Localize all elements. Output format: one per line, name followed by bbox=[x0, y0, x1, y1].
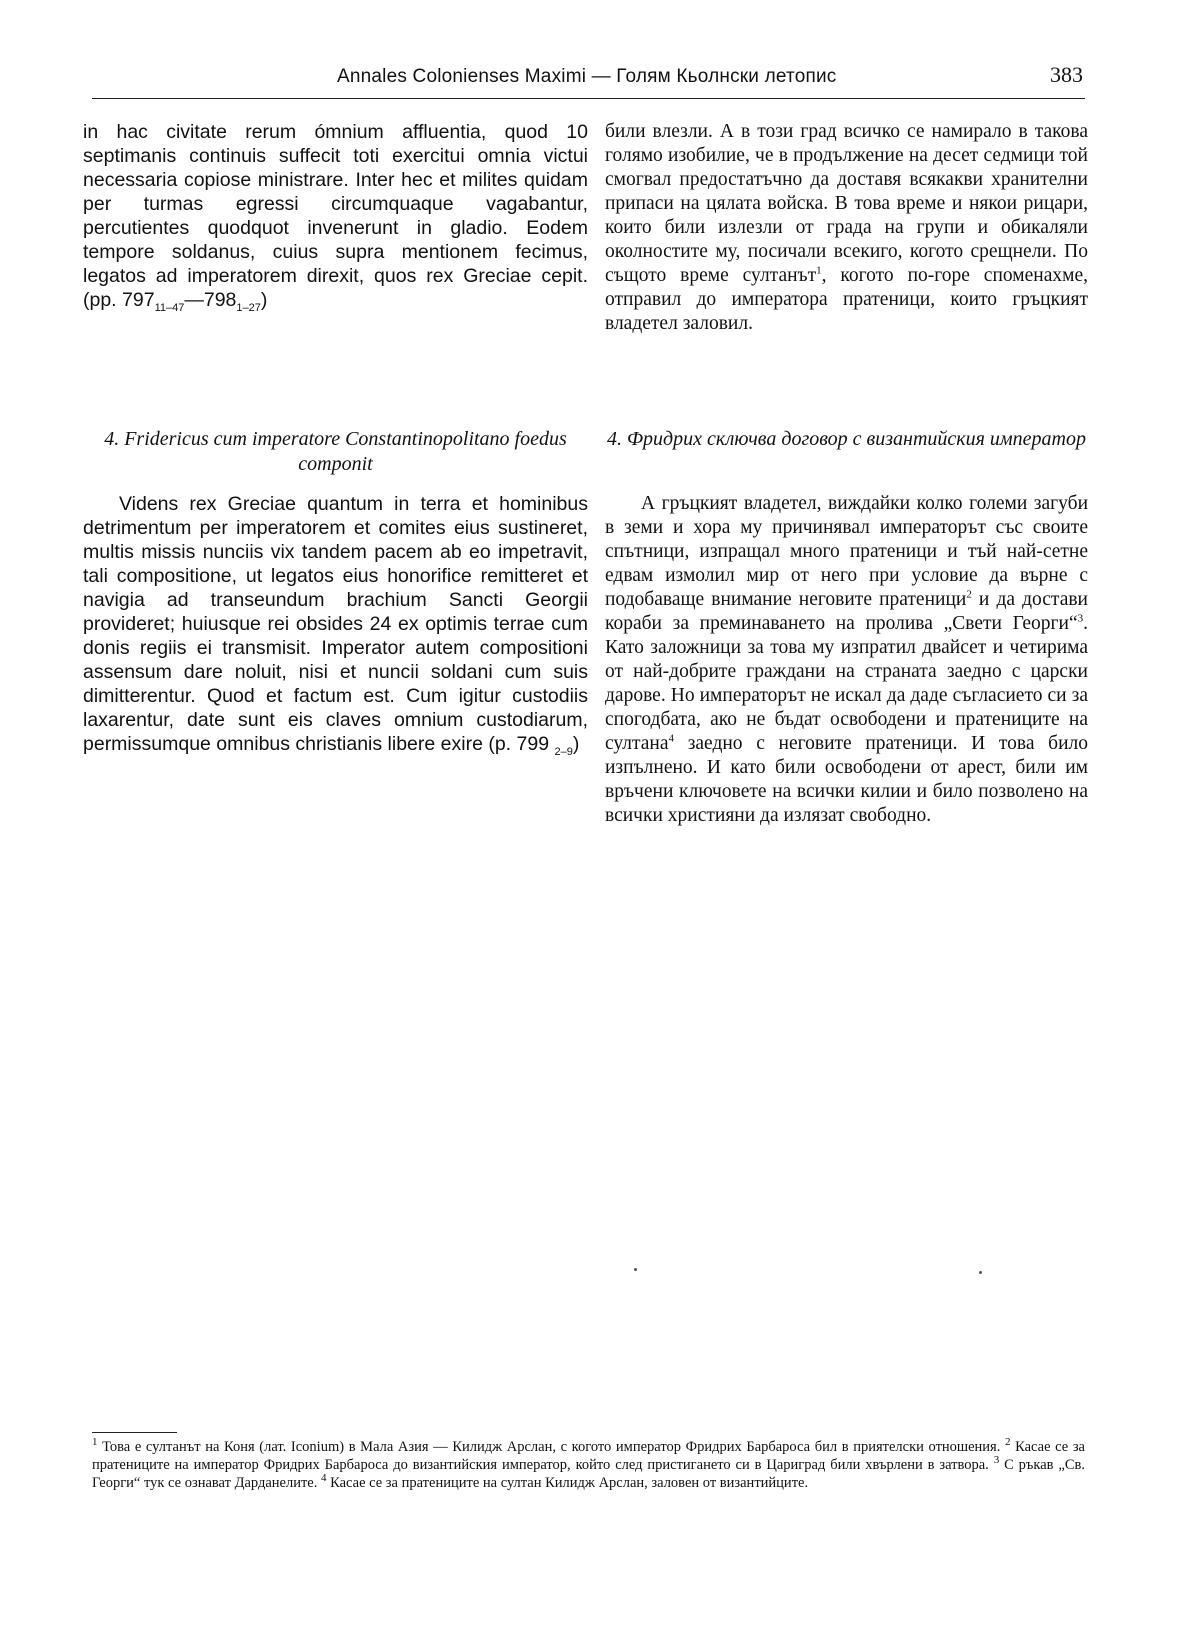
latin-column-top bbox=[83, 120, 588, 312]
footnote-ref-1: 1 bbox=[816, 264, 822, 277]
footnote-mark-2: 2 bbox=[1004, 1436, 1011, 1449]
latin-reference-section4: (p. 799 $_{2-9}$) bbox=[488, 733, 580, 758]
page-number: 383 bbox=[1050, 62, 1083, 87]
footnote-mark-1: 1 bbox=[92, 1436, 98, 1449]
footnote-mark-3: 3 bbox=[993, 1454, 1000, 1467]
footnote-ref-4: 4 bbox=[668, 732, 675, 745]
latin-section-heading bbox=[83, 427, 588, 477]
bulgarian-column-section4 bbox=[605, 492, 1088, 828]
latin-section-heading-text: 4. Fridericus cum imperatore Constantinopolitano foedus componit bbox=[104, 428, 567, 475]
scan-speck bbox=[979, 1271, 982, 1274]
running-header-title: Annales Colonienses Maximi — Голям Кьолнски летопис bbox=[337, 66, 837, 87]
bulgarian-paragraph-section4: А гръцкият владетел, виждайки колко големи загуби в земи и хора му причинявал императорът със своите спътници, изпращал много пратеници и тъй най-сетне едвам измолил мир от него при условие да върне с подобаваще внимание неговите пратеници$^2$ и да достави кораби за преминаването на пролива „Свети Георги“$^3$. Като заложници за това му изпратил двайсет и четирима от най-добрите граждани на страната заедно с царски дарове. Но императорът не искал да даде съгласието си за спогодбата, ако не бъдат освободени и пратениците на султана$^4$ заедно с неговите пратеници. И това било изпълнено. И като били освободени от арест, били им връчени ключовете на всички килии и било позволено на всички християни да излязат свободно. bbox=[605, 493, 1088, 826]
footnotes bbox=[92, 1438, 1085, 1492]
scan-speck bbox=[634, 1268, 637, 1271]
footnote-divider bbox=[92, 1432, 177, 1433]
footnote-3: С ръкав „Св. Георги“ тук се ознават Дарданелите. bbox=[92, 1457, 1085, 1491]
bulgarian-paragraph-top: били влезли. А в този град всичко се намирало в такова голямо изобилие, че в продължение на десет седмици той смогвал предостатъчно да доставя всякакви хранителни припаси на цялата войска. В това време и някои рицари, които били излезли от града на групи и обикаляли околностите му, посичали всекиго, когото срещнели. По същото време султанът$^1$, когото по-горе споменахме, отправил до императора пратеници, които гръцкият владетел заловил. bbox=[605, 121, 1088, 334]
latin-paragraph-section4: Videns rex Greciae quantum in terra et hominibus detrimentum per imperatorem et comites eius sustineret, multis missis nunciis vix tandem pacem ab eo impetravit, tali compositione, ut legatos eius honorifice remitteret et navigia ad transeundum brachium Sancti Georgii provideret; huiusque rei obsides 24 ex optimis terrae cum donis regiis ei transmisit. Imperator autem compositioni assensum dare noluit, nisi et nuncii soldani cum suis dimitterentur. Quod et factum est. Cum igitur custodiis laxarentur, date sunt eis claves omnium custodiarum, permissumque omnibus christianis libere exire (p. 799 $_{2-9}$) bbox=[83, 493, 588, 758]
latin-paragraph-top-text: in hac civitate rerum ómnium affluentia, quod 10 septimanis continuis suffecit toti exercitui omnia victui necessaria copiose ministrare. Inter hec et milites quidam per turmas egressi circumquaque vagabantur, percutientes quodquot invenerunt in gladio. Eodem tempore soldanus, cuius supra mentionem fecimus, legatos ad imperatorem direxit, quos rex Greciae cepit. bbox=[83, 121, 588, 287]
bulgarian-section-heading-text: 4. Фридрих сключва договор с византийския император bbox=[606, 428, 1087, 450]
footnote-2: Касае се за пратениците на император Фридрих Барбароса до византийския император, който след пристигането си в Цариград били хвърлени в затвора. bbox=[92, 1439, 1085, 1473]
latin-paragraph-top bbox=[83, 120, 588, 312]
latin-column-section4 bbox=[83, 492, 588, 756]
running-header bbox=[92, 62, 1085, 99]
bulgarian-column-top bbox=[605, 120, 1088, 336]
footnote-ref-2: 2 bbox=[966, 588, 972, 601]
latin-reference-top: (pp. $797_{11-47}—798_{1-27}$) bbox=[83, 289, 268, 314]
footnote-1: Това е султанът на Коня (лат. Iconium) в Мала Азия — Килидж Арслан, с когото император Фридрих Барбароса бил в приятелски отношения. bbox=[97, 1439, 1005, 1455]
footnote-4: Касае се за пратениците на султан Килидж Арслан, заловен от византийците. bbox=[326, 1475, 809, 1491]
footnote-ref-3: 3 bbox=[1077, 612, 1084, 625]
bulgarian-section-heading bbox=[605, 427, 1088, 452]
footnote-mark-4: 4 bbox=[320, 1472, 327, 1485]
